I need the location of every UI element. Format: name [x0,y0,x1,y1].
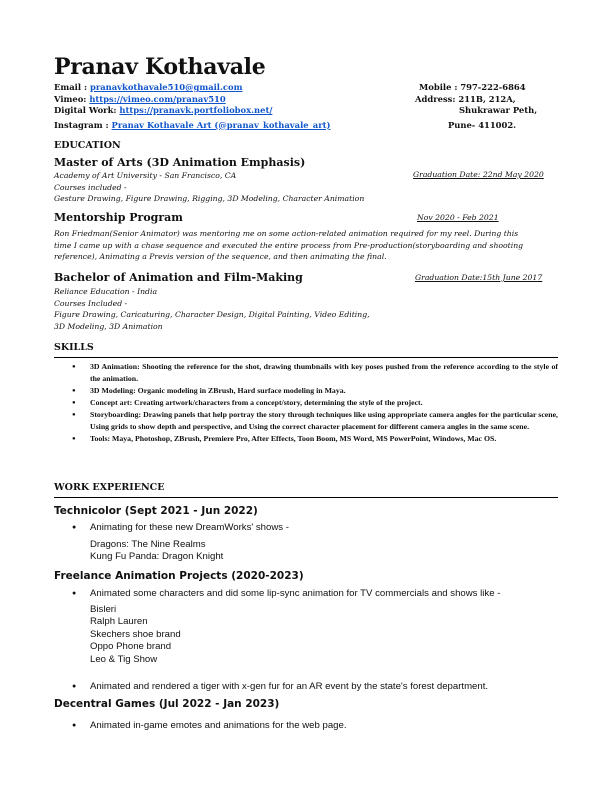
address-line-1: Address: 211B, 212A, [415,94,516,104]
skills-heading: SKILLS [54,342,94,353]
ma-details [54,170,364,205]
ma-date: Graduation Date: 22nd May 2020 [413,170,544,179]
mentorship-line: time I came up with a chase sequence and executed the entire process from Pre-production(storyboarding and shooting [54,240,524,250]
vimeo-label: Vimeo: [54,93,87,104]
mentorship-title: Mentorship Program [54,211,183,224]
work-heading: WORK EXPERIENCE [54,482,165,493]
portfolio-link[interactable]: https://pranavk.portfoliobox.net/ [119,105,273,115]
technicolor-title: Technicolor (Sept 2021 - Jun 2022) [54,505,258,517]
ma-courses: Gesture Drawing, Figure Drawing, Rigging, 3D Modeling, Character Animation [54,194,365,204]
ma-courses-label: Courses included - [54,182,127,192]
client-name: Ralph Lauren [90,616,148,628]
ba-courses: 3D Modeling, 3D Animation [54,321,163,331]
vimeo-link[interactable]: https://vimeo.com/pranav510 [89,93,226,104]
mobile: Mobile : 797-222-6864 [419,82,526,92]
contact-block [54,82,330,131]
bullet-text: Animating for these new DreamWorks' shows - [90,522,289,533]
skill-item: ● 3D Modeling: Organic modeling in ZBrush, Hard surface modeling in Maya. [72,385,558,397]
decentral-bullet [72,720,347,733]
mentorship-description [54,228,523,263]
address-line-2: Shukrawar Peth, [459,105,538,115]
freelance-bullet-2 [72,681,488,694]
email-label: Email : [54,82,88,92]
bullet-icon: ● [72,722,77,729]
ba-title: Bachelor of Animation and Film-Making [54,271,303,284]
client-name: Skechers shoe brand [90,628,181,640]
client-name: Bisleri [90,603,117,615]
mentorship-date: Nov 2020 - Feb 2021 [417,213,499,222]
ma-school: Academy of Art University - San Francisco, CA [54,171,237,180]
skill-item: ● Concept art: Creating artwork/characters from a concept/story, determining the style of the project. [72,397,558,409]
candidate-name: Pranav Kothavale [54,54,266,80]
ba-details [54,286,370,332]
education-heading: EDUCATION [54,140,121,151]
skills-list [72,361,558,445]
freelance-title: Freelance Animation Projects (2020-2023) [54,570,304,582]
bullet-icon: ● [72,590,77,597]
client-name: Leo & Tig Show [90,653,158,665]
decentral-title: Decentral Games (Jul 2022 - Jan 2023) [54,698,280,710]
mentorship-line: Ron Friedman(Senior Animator) was mentoring me on some action-related animation required for my reel. During this [54,229,519,238]
bullet-icon: ● [72,683,77,690]
bullet-text: Animated and rendered a tiger with x-gen fur for an AR event by the state's forest department. [90,681,489,692]
show-name: Dragons: The Nine Realms [90,538,206,550]
bullet-text: Animated in-game emotes and animations for the web page. [90,720,347,731]
client-name: Oppo Phone brand [90,641,172,653]
digital-work-label: Digital Work: [54,105,117,115]
skill-item: ● Storyboarding: Drawing panels that help portray the story through techniques like using appropriate camera angles for the particular scene, Using grids to show depth and perspective, and Using the correct character placement for different camera angles in the same scene. [72,409,558,433]
divider [54,497,558,498]
ba-school: Reliance Education - India [54,287,158,296]
ba-courses: Figure Drawing, Caricaturing, Character Design, Digital Painting, Video Editing, [54,310,370,320]
skill-item: ● Tools: Maya, Photoshop, ZBrush, Premiere Pro, After Effects, Toon Boom, MS Word, MS PowerPoint, Windows, Mac OS. [72,433,558,445]
address-line-3: Pune- 411002. [448,120,517,130]
technicolor-bullet [72,522,289,564]
email-link[interactable]: pranavkothavale510@gmail.com [89,82,243,92]
ma-title: Master of Arts (3D Animation Emphasis) [54,156,306,169]
bullet-icon: ● [72,524,77,531]
mentorship-line: reference), Animating a Previs version of the sequence, and then animating the final. [54,252,387,262]
skill-item: ● 3D Animation: Shooting the reference for the shot, drawing thumbnails with key poses pushed from the reference according to the style of the animation. [72,361,558,385]
instagram-label: Instagram : [54,119,109,130]
ba-date: Graduation Date:15th June 2017 [415,273,543,282]
divider [54,357,558,358]
show-name: Kung Fu Panda: Dragon Knight [90,551,224,563]
bullet-text: Animated some characters and did some lip-sync animation for TV commercials and shows like - [90,588,501,599]
instagram-link[interactable]: Pranav Kothavale Art (@pranav_kothavale_art) [111,119,331,130]
ba-courses-label: Courses Included - [54,298,128,308]
freelance-bullet [72,588,500,667]
